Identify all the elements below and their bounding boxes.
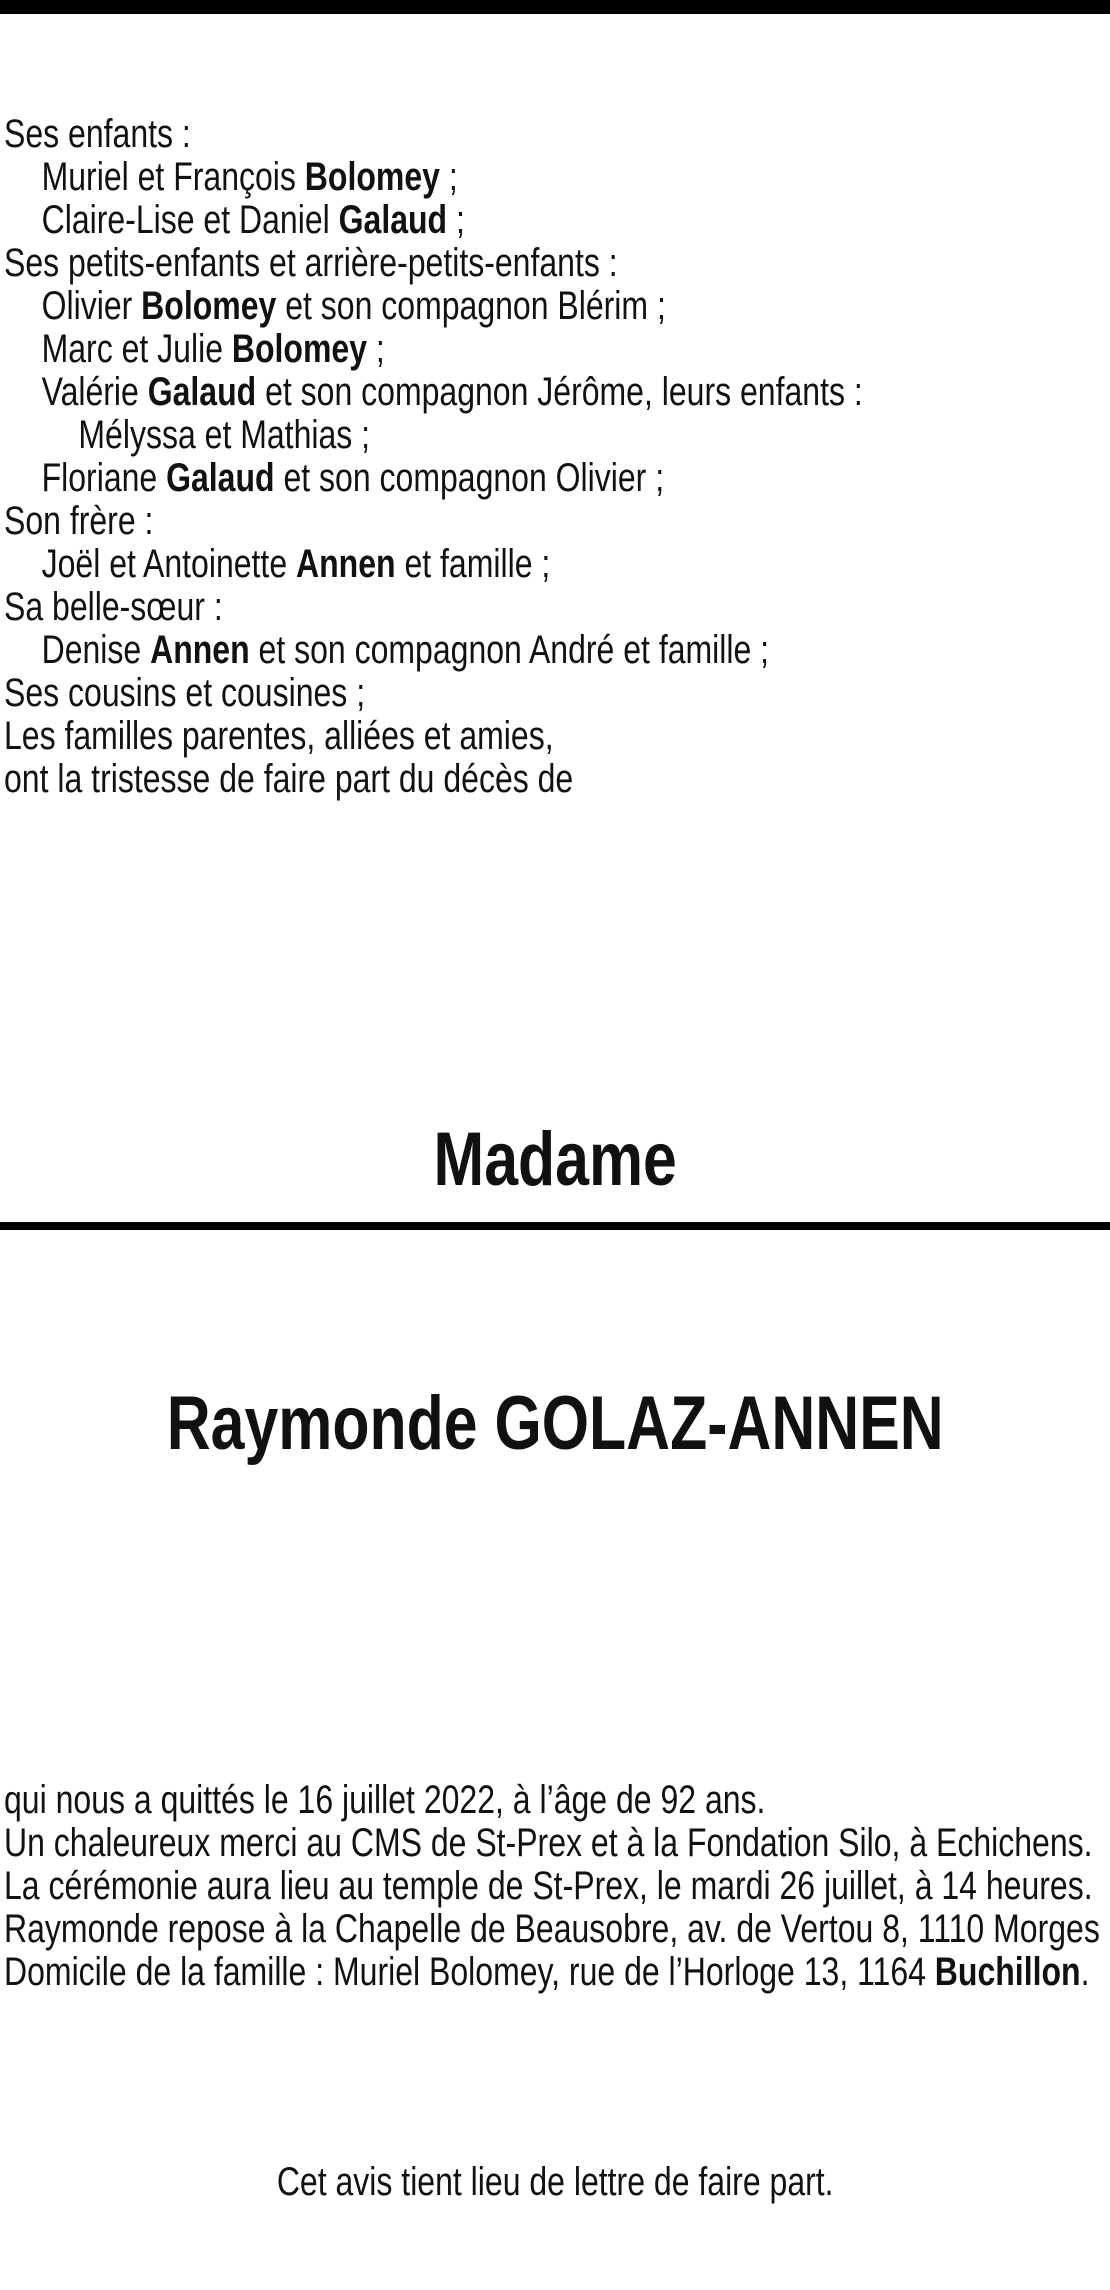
announcement-details <box>0 1779 1110 1994</box>
text-segment: et son compagnon Blérim ; <box>276 284 666 328</box>
text-segment: ; <box>367 327 385 371</box>
text-segment: Claire-Lise et Daniel <box>41 198 339 242</box>
info-line <box>0 1822 1110 1865</box>
family-list <box>0 113 1110 801</box>
text-segment: ; <box>447 198 465 242</box>
text-segment: Floriane <box>41 456 167 500</box>
family-line <box>0 414 1110 457</box>
family-line <box>0 371 1110 414</box>
text-segment: qui nous a quittés le 16 juillet 2022, à l’âge de 92 ans. <box>4 1778 766 1822</box>
text-segment: Ses cousins et cousines ; <box>4 671 366 715</box>
family-line <box>0 758 1110 801</box>
deceased-title-block <box>0 940 1110 1644</box>
surname-bold: Buchillon <box>934 1950 1081 1994</box>
text-segment: Mélyssa et Mathias ; <box>78 413 371 457</box>
family-line <box>0 285 1110 328</box>
family-line <box>0 629 1110 672</box>
text-segment: et famille ; <box>395 542 551 586</box>
text-segment: La cérémonie aura lieu au temple de St-Prex, le mardi 26 juillet, à 14 heures. <box>4 1864 1093 1908</box>
text-segment: Domicile de la famille : Muriel Bolomey, rue de l’Horloge 13, 1164 <box>4 1950 935 1994</box>
text-segment: Ses enfants : <box>4 112 191 156</box>
text-segment: Son frère : <box>4 499 154 543</box>
family-line <box>0 586 1110 629</box>
surname-bold: Galaud <box>166 456 275 500</box>
family-line <box>0 543 1110 586</box>
text-segment: Denise <box>41 628 151 672</box>
family-line <box>0 328 1110 371</box>
surname-bold: Annen <box>150 628 250 672</box>
deceased-name: Raymonde GOLAZ-ANNEN <box>166 1381 944 1466</box>
family-line <box>0 156 1110 199</box>
surname-bold: Annen <box>296 542 396 586</box>
text-segment: Muriel et François <box>41 155 305 199</box>
text-segment: et son compagnon Olivier ; <box>274 456 665 500</box>
text-segment: Sa belle-sœur : <box>4 585 223 629</box>
text-segment: Olivier <box>41 284 142 328</box>
text-segment: Joël et Antoinette <box>41 542 297 586</box>
family-line <box>0 199 1110 242</box>
info-line <box>0 1951 1110 1994</box>
closing-line: Cet avis tient lieu de lettre de faire part. <box>276 2160 834 2204</box>
info-line <box>0 1865 1110 1908</box>
family-line <box>0 672 1110 715</box>
surname-bold: Bolomey <box>304 155 440 199</box>
text-segment: . <box>1080 1950 1090 1994</box>
text-segment: Ses petits-enfants et arrière-petits-enfants : <box>4 241 618 285</box>
family-line <box>0 715 1110 758</box>
text-segment: Un chaleureux merci au CMS de St-Prex et à la Fondation Silo, à Echichens. <box>4 1821 1093 1865</box>
info-line <box>0 1779 1110 1822</box>
title-madame: Madame <box>433 1117 677 1202</box>
surname-bold: Galaud <box>338 198 448 242</box>
text-segment: et son compagnon Jérôme, leurs enfants : <box>256 370 863 414</box>
surname-bold: Galaud <box>147 370 257 414</box>
info-line <box>0 1908 1110 1951</box>
surname-bold: Bolomey <box>231 327 368 371</box>
family-line <box>0 113 1110 156</box>
family-line <box>0 457 1110 500</box>
family-line <box>0 500 1110 543</box>
text-segment: ; <box>439 155 458 199</box>
text-segment: Valérie <box>41 370 148 414</box>
text-segment: Raymonde repose à la Chapelle de Beausobre, av. de Vertou 8, 1110 Morges <box>4 1907 1100 1951</box>
text-segment: et son compagnon André et famille ; <box>249 628 770 672</box>
bottom-border-rule <box>0 1222 1110 1230</box>
text-segment: ont la tristesse de faire part du décès de <box>4 757 574 801</box>
surname-bold: Bolomey <box>141 284 277 328</box>
family-line <box>0 242 1110 285</box>
text-segment: Marc et Julie <box>41 327 232 371</box>
text-segment: Les familles parentes, alliées et amies, <box>4 714 554 758</box>
